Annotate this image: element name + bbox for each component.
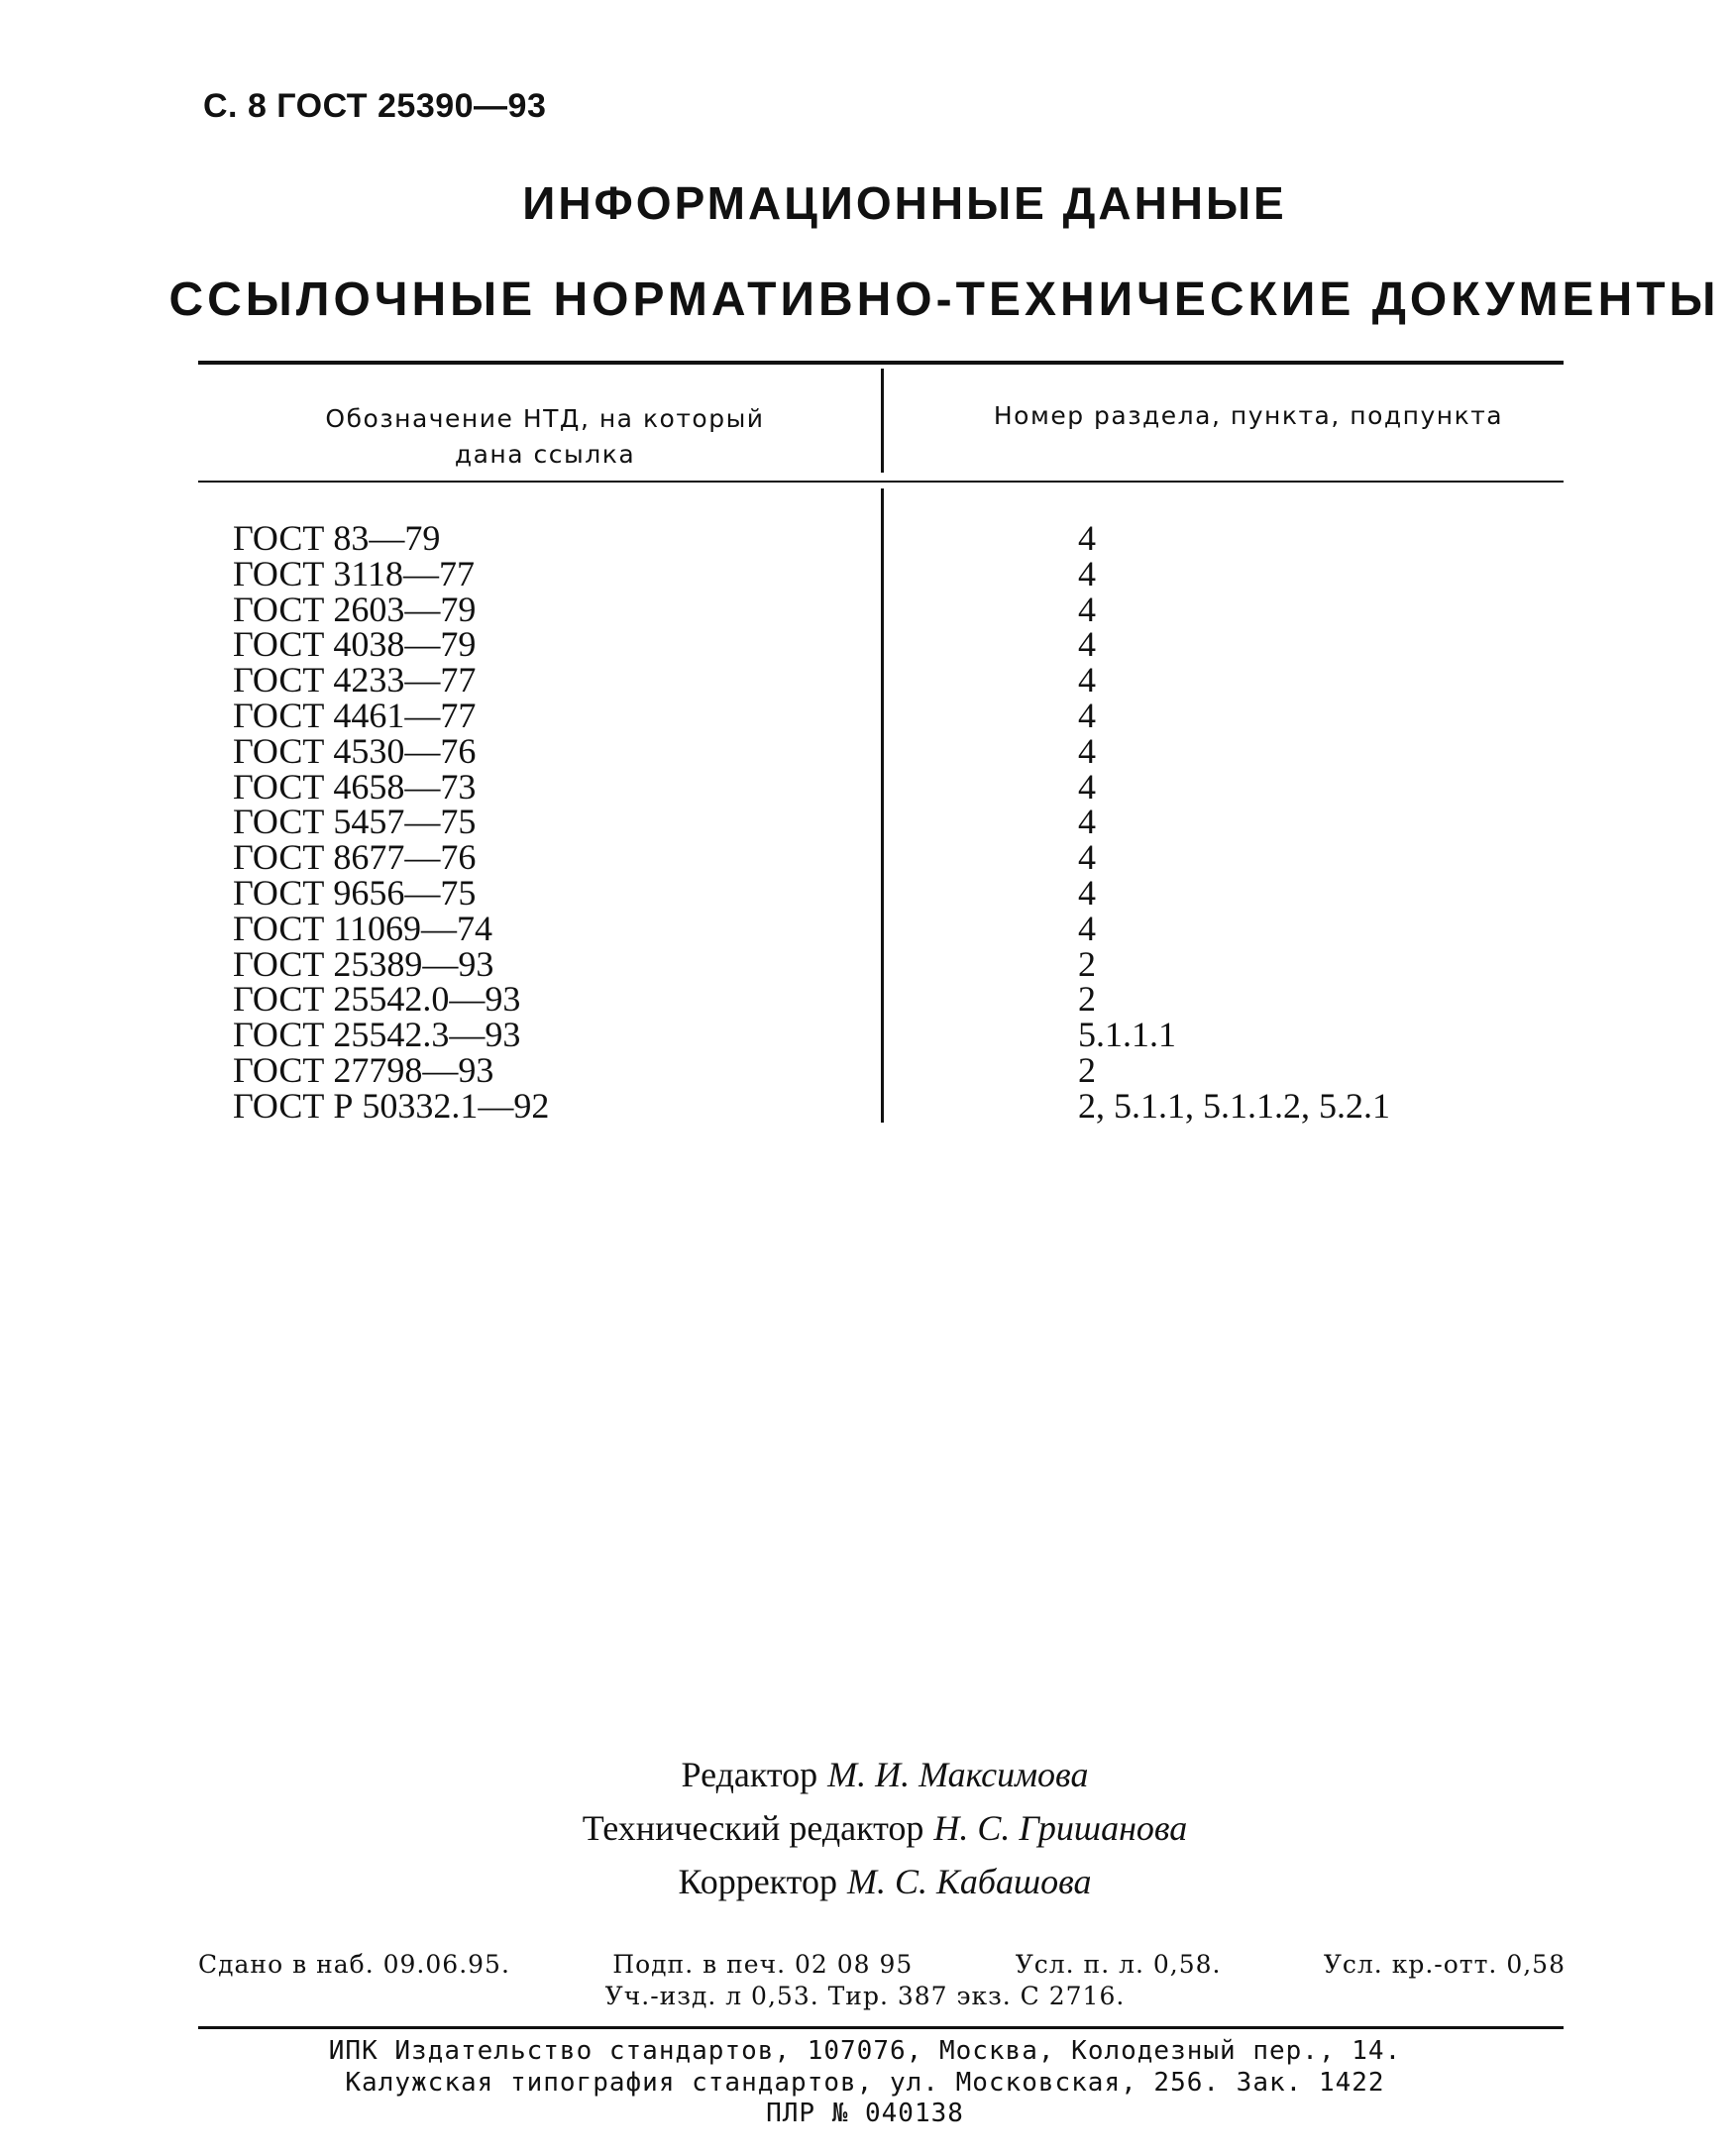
imprint-signed: Подп. в печ. 02 08 95 [612, 1950, 914, 1979]
title-information-data: ИНФОРМАЦИОННЫЕ ДАННЫЕ [522, 177, 1287, 229]
section-cell: 5.1.1.1 [1078, 1015, 1176, 1055]
column-header-document-line2: дана ссылка [454, 440, 636, 469]
doc-cell: ГОСТ 4530—76 [233, 730, 477, 771]
section-cell: 4 [1078, 837, 1096, 878]
section-cell: 2 [1078, 943, 1096, 984]
doc-cell: ГОСТ 4658—73 [233, 766, 477, 807]
doc-cell: ГОСТ 2603—79 [233, 589, 477, 629]
table-header-divider [881, 369, 884, 473]
table-top-rule [198, 361, 1564, 365]
imprint-sent: Сдано в наб. 09.06.95. [198, 1950, 510, 1979]
publisher-line-3: ПЛР № 040138 [766, 2099, 964, 2128]
section-cell: 2 [1078, 1049, 1096, 1090]
doc-cell: ГОСТ 83—79 [233, 518, 441, 558]
doc-cell: ГОСТ 25542.3—93 [233, 1015, 521, 1055]
imprint-line-2: Уч.-изд. л 0,53. Тир. 387 экз. С 2716. [604, 1982, 1126, 2010]
column-header-document-line1: Обозначение НТД, на который [325, 404, 765, 433]
section-cell: 4 [1078, 660, 1096, 701]
imprint-color-prints: Усл. кр.-отт. 0,58 [1323, 1950, 1566, 1979]
publisher-line-1: ИПК Издательство стандартов, 107076, Москва, Колодезный пер., 14. [328, 2036, 1402, 2066]
section-cell: 4 [1078, 553, 1096, 593]
doc-cell: ГОСТ 8677—76 [233, 837, 477, 878]
section-cell: 4 [1078, 766, 1096, 807]
column-header-section: Номер раздела, пункта, подпункта [993, 401, 1504, 430]
doc-cell: ГОСТ Р 50332.1—92 [233, 1085, 550, 1126]
section-cell: 4 [1078, 908, 1096, 948]
title-reference-documents: ССЫЛОЧНЫЕ НОРМАТИВНО-ТЕХНИЧЕСКИЕ ДОКУМЕНТЫ [168, 273, 1720, 326]
doc-cell: ГОСТ 25389—93 [233, 943, 494, 984]
doc-cell: ГОСТ 4038—79 [233, 624, 477, 665]
section-cell: 4 [1078, 695, 1096, 735]
credit-corrector [20, 1861, 1730, 1902]
editor-role: Редактор [681, 1755, 818, 1794]
doc-cell: ГОСТ 25542.0—93 [233, 979, 521, 1020]
doc-cell: ГОСТ 3118—77 [233, 553, 476, 593]
section-cell: 2, 5.1.1, 5.1.1.2, 5.2.1 [1078, 1085, 1390, 1126]
tech-editor-role: Технический редактор [582, 1808, 924, 1848]
corrector-name: М. С. Кабашова [846, 1862, 1092, 1901]
page-header: С. 8 ГОСТ 25390—93 [203, 87, 547, 125]
section-cell: 4 [1078, 872, 1096, 913]
section-cell: 4 [1078, 730, 1096, 771]
doc-cell: ГОСТ 5457—75 [233, 802, 477, 842]
section-cell: 2 [1078, 979, 1096, 1020]
corrector-role: Корректор [678, 1862, 837, 1901]
imprint-print-sheets: Усл. п. л. 0,58. [1015, 1950, 1222, 1979]
section-cell: 4 [1078, 624, 1096, 665]
doc-cell: ГОСТ 27798—93 [233, 1049, 494, 1090]
publisher-line-2: Калужская типография стандартов, ул. Московская, 256. Зак. 1422 [345, 2068, 1385, 2098]
footer-rule [198, 2026, 1564, 2029]
imprint-line-1 [198, 1950, 1566, 1979]
column-header-document [238, 401, 852, 473]
credit-tech-editor [20, 1807, 1730, 1849]
section-cell: 4 [1078, 802, 1096, 842]
tech-editor-name: Н. С. Гришанова [933, 1808, 1188, 1848]
doc-cell: ГОСТ 4233—77 [233, 660, 477, 701]
table-body-divider [881, 488, 884, 1123]
doc-cell: ГОСТ 4461—77 [233, 695, 477, 735]
table-header-rule [198, 481, 1564, 483]
doc-cell: ГОСТ 9656—75 [233, 872, 477, 913]
section-cell: 4 [1078, 518, 1096, 558]
section-cell: 4 [1078, 589, 1096, 629]
doc-cell: ГОСТ 11069—74 [233, 908, 493, 948]
editor-name: М. И. Максимова [827, 1755, 1089, 1794]
credit-editor [20, 1754, 1730, 1795]
